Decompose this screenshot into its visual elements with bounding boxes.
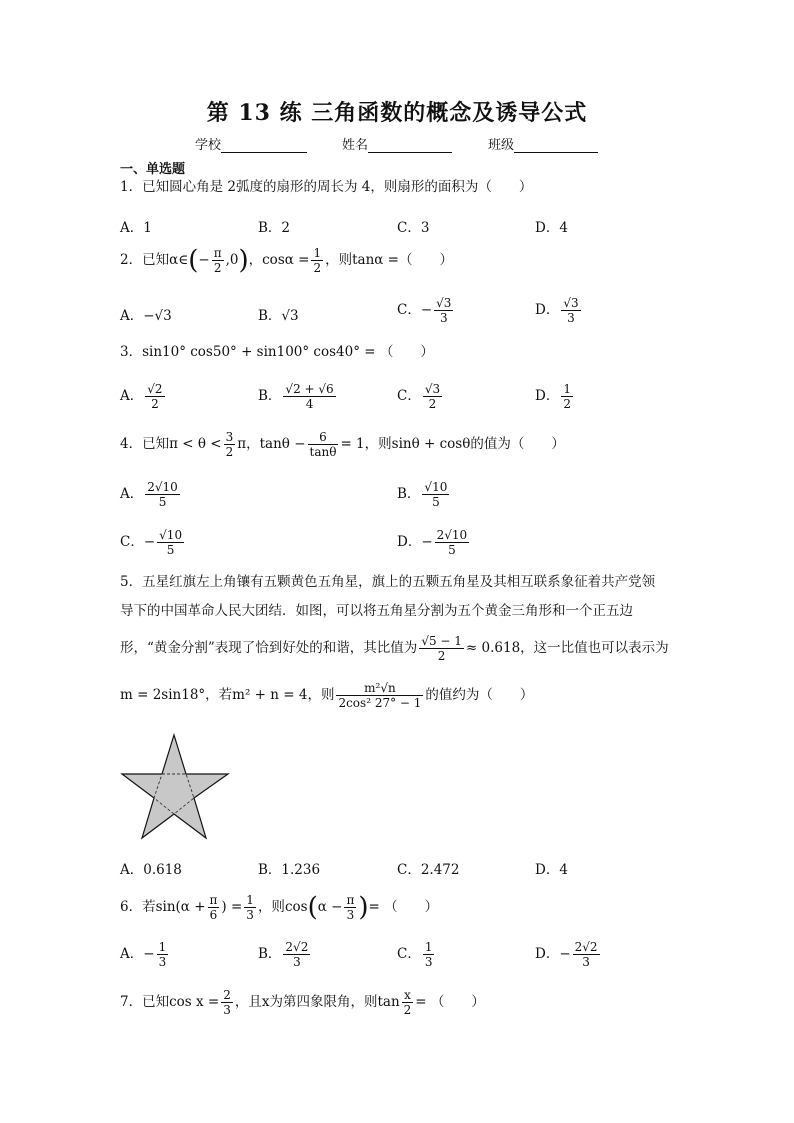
q4-option-c[interactable]: C．− $\frac{√10}{5}$: [120, 528, 183, 557]
q3-option-c[interactable]: C． $\frac{√3}{2}$: [397, 382, 441, 411]
q2-zero: ,0: [225, 252, 239, 268]
q2-number: 2．已知: [120, 252, 170, 268]
q4-option-a[interactable]: A． $\frac{2√10}{5}$: [120, 480, 178, 509]
q2-option-a[interactable]: A．−√3: [120, 308, 172, 324]
name-blank[interactable]: [368, 138, 452, 153]
question-3-stem: 3．sin10° cos50° + sin100° cos40° = （ ）: [120, 344, 434, 360]
question-2-stem: [120, 246, 453, 275]
q1-option-b[interactable]: B．2: [258, 220, 291, 236]
star-shape: [122, 735, 228, 838]
q1-option-c[interactable]: C．3: [397, 220, 430, 236]
class-label: 班级: [488, 138, 515, 153]
name-label: 姓名: [342, 138, 369, 153]
q4-option-b[interactable]: B． $\frac{√10}{5}$: [397, 480, 448, 509]
q4-option-d[interactable]: D．− $\frac{2√10}{5}$: [397, 528, 468, 557]
q2-cos-alpha: cosα =: [262, 252, 310, 268]
q6-option-a[interactable]: A．− $\frac{1}{3}$: [120, 940, 167, 969]
q2-option-d[interactable]: D． $\frac{√3}{3}$: [535, 296, 579, 325]
q2-option-c[interactable]: C．− $\frac{√3}{3}$: [397, 296, 452, 325]
q2-answer-blank: （ ）: [399, 252, 453, 268]
q2-right-paren: ): [238, 245, 249, 276]
question-5-line-1: 5．五星红旗左上角镶有五颗黄色五角星，旗上的五颗五角星及其相互联系象征着共产党领: [120, 574, 656, 590]
q5-option-c[interactable]: C．2.472: [397, 862, 460, 878]
q6-option-c[interactable]: C． $\frac{1}{3}$: [397, 940, 433, 969]
page-title: 第 13 练 三角函数的概念及诱导公式: [206, 100, 588, 126]
q2-option-b[interactable]: B．√3: [258, 308, 299, 324]
question-5-line-2: 导下的中国革命人民大团结．如图，可以将五角星分割为五个黄金三角形和一个正五边: [120, 603, 633, 619]
q6-option-b[interactable]: B． $\frac{2√2}{3}$: [258, 940, 309, 969]
q5-option-d[interactable]: D．4: [535, 862, 568, 878]
question-7-stem: 7．已知cos x = $\frac{2}{3}$ ，且x为第四象限角，则tan $\frac{x}{2}$ = （ ）: [120, 988, 485, 1017]
q1-option-d[interactable]: D．4: [535, 220, 568, 236]
q2-left-paren: (: [188, 245, 199, 276]
q3-option-d[interactable]: D． $\frac{1}{2}$: [535, 382, 571, 411]
school-field[interactable]: [195, 134, 307, 153]
q5-option-b[interactable]: B．1.236: [258, 862, 321, 878]
pentagram-figure: [120, 732, 230, 840]
question-5-line-3: 形，“黄金分割”表现了恰到好处的和谐，其比值为 $\frac{√5 - 1}{2}$ ≈ 0.618，这一比值也可以表示为: [120, 634, 669, 663]
q1-option-a[interactable]: A．1: [120, 220, 152, 236]
question-1-stem: 1．已知圆心角是 2弧度的扇形的周长为 4，则扇形的面积为（ ）: [120, 179, 533, 195]
question-6-stem: 6．若sin(α + $\frac{\pi}{6}$ ) = $\frac{1}{3}$ ，则cos(α − $\frac{\pi}{3}$ )= （ ）: [120, 892, 439, 923]
q3-option-a[interactable]: A． $\frac{√2}{2}$: [120, 382, 163, 411]
q6-option-d[interactable]: D．− $\frac{2√2}{3}$: [535, 940, 598, 969]
section-heading: 一、单选题: [120, 162, 186, 177]
q2-comma: ，: [248, 252, 263, 268]
question-5-line-4: m = 2sin18°，若m² + n = 4，则 $\frac{\text{m²√n}}{\text{2cos² 27° − 1}}$ 的值约为（ ）: [120, 681, 534, 710]
question-4-stem: 4．已知π < θ < $\frac{3}{2}$ π，tanθ − $\frac{6}{\tan\theta}$ = 1，则sinθ + cosθ的值为（ ）: [120, 430, 565, 459]
class-field[interactable]: [488, 134, 598, 153]
school-label: 学校: [195, 138, 222, 153]
school-blank[interactable]: [221, 138, 307, 153]
q2-minus: −: [198, 252, 210, 268]
q5-option-a[interactable]: A．0.618: [120, 862, 182, 878]
q2-tan-alpha: tanα =: [352, 252, 399, 268]
q2-pi-over-2: $\frac{\pi}{2}$: [213, 246, 222, 275]
name-field[interactable]: [342, 134, 452, 153]
q3-option-b[interactable]: B． $\frac{√2 + √6}{4}$: [258, 382, 334, 411]
class-blank[interactable]: [514, 138, 598, 153]
q2-then: ，则: [325, 252, 353, 268]
q2-one-half: $\frac{1}{2}$: [313, 246, 322, 275]
q2-alpha-in: α∈: [169, 252, 189, 268]
